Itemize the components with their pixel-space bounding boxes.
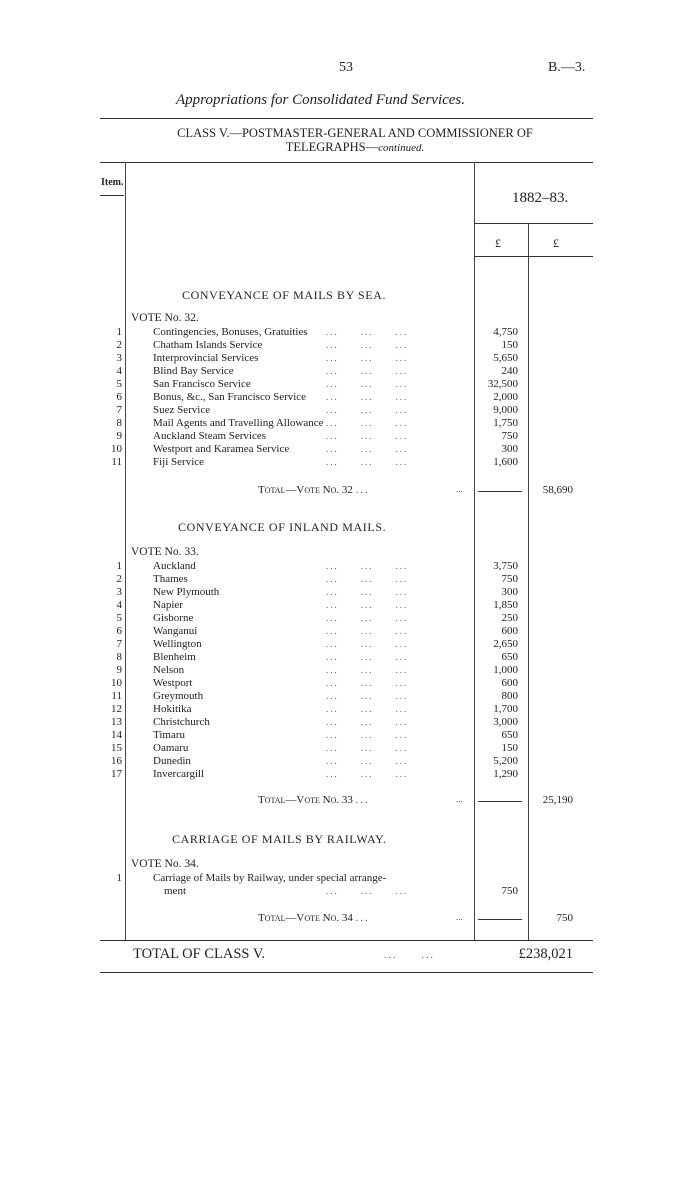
item-description: Mail Agents and Travelling Allowance [153, 417, 324, 429]
item-amount: 600 [501, 625, 518, 637]
leader-dots: ... ... ... [326, 626, 409, 636]
item-amount: 1,700 [493, 703, 518, 715]
item-description: Nelson [153, 664, 185, 676]
grand-total-dots: ... ... [384, 950, 435, 961]
item-description: Blind Bay Service [153, 365, 234, 377]
item-description: Suez Service [153, 404, 211, 416]
item-description: Chatham Islands Service [153, 339, 263, 351]
item-number: 3 [116, 586, 122, 598]
table-top-rule [100, 162, 593, 163]
leader-dots: ... ... ... [326, 587, 409, 597]
page-number: 53 [339, 60, 353, 75]
vote-34-total-label: Total—Vote No. 34 ... [258, 912, 370, 924]
line-item [0, 560, 700, 573]
line-item [0, 703, 700, 716]
grand-total-bottom-rule [100, 972, 593, 973]
leader-dots: ... ... ... [326, 340, 409, 350]
leader-dots: ... ... ... [326, 652, 409, 662]
item-amount: 650 [501, 729, 518, 741]
item-amount: 800 [501, 690, 518, 702]
leader-dots: ... ... ... [326, 704, 409, 714]
vote-34-item [0, 872, 700, 885]
item-amount: 150 [501, 742, 518, 754]
vote-33-dots: ... [456, 794, 463, 804]
leader-dots: ... ... ... [326, 418, 409, 428]
line-item [0, 339, 700, 352]
continued-label: continued. [378, 142, 425, 154]
line-item [0, 391, 700, 404]
line-item [0, 612, 700, 625]
item-amount: 2,650 [493, 638, 518, 650]
leader-dots: ... ... ... [326, 678, 409, 688]
item-number: 6 [116, 625, 122, 637]
item-description: Wanganui [153, 625, 198, 637]
item-number: 12 [111, 703, 122, 715]
item-description: Bonus, &c., San Francisco Service [153, 391, 307, 403]
item-number: 2 [116, 573, 122, 585]
item-number: 6 [116, 391, 122, 403]
item-amount: 5,650 [493, 352, 518, 364]
vote-33-total-rule [478, 801, 522, 802]
leader-dots: ... ... ... [326, 769, 409, 779]
item-number: 14 [111, 729, 122, 741]
leader-dots: ... ... ... [326, 730, 409, 740]
line-item [0, 352, 700, 365]
line-item [0, 677, 700, 690]
item-amount: 9,000 [493, 404, 518, 416]
leader-dots: ... ... ... [326, 574, 409, 584]
year-rule [474, 223, 593, 224]
item-description: Blenheim [153, 651, 196, 663]
item-amount: 2,000 [493, 391, 518, 403]
line-item [0, 378, 700, 391]
item-number: 11 [111, 690, 122, 702]
leader-dots: ... ... ... [326, 392, 409, 402]
leader-dots: ... ... ... [326, 444, 409, 454]
item-number: 1 [116, 560, 122, 572]
leader-dots: ... ... ... [326, 691, 409, 701]
item-amount: 1,290 [493, 768, 518, 780]
item-description: Hokitika [153, 703, 192, 715]
item-number: 9 [116, 430, 122, 442]
line-item [0, 638, 700, 651]
item-number: 8 [116, 417, 122, 429]
item-description: Fiji Service [153, 456, 205, 468]
line-item [0, 729, 700, 742]
vote-32-label: VOTE No. 32. [131, 312, 199, 324]
leader-dots: ... ... ... [326, 717, 409, 727]
item-description-cont: ment [164, 885, 186, 897]
item-description: Interprovincial Services [153, 352, 259, 364]
line-item [0, 599, 700, 612]
item-description: Napier [153, 599, 183, 611]
line-item [0, 625, 700, 638]
line-item [0, 690, 700, 703]
vote-33-label: VOTE No. 33. [131, 546, 199, 558]
leader-dots: ... ... ... [326, 639, 409, 649]
vote-34-dots: ... [456, 912, 463, 922]
vote-34-total-rule [478, 919, 522, 920]
year-header: 1882–83. [512, 190, 569, 206]
vote-33-total-label: Total—Vote No. 33 ... [258, 794, 370, 806]
item-description: Carriage of Mails by Railway, under special arrange- [153, 872, 387, 884]
item-number: 15 [111, 742, 122, 754]
item-amount: 1,000 [493, 664, 518, 676]
line-item [0, 573, 700, 586]
item-number: 4 [116, 365, 122, 377]
item-number: 10 [111, 677, 122, 689]
item-number: 1 [116, 872, 122, 884]
item-amount: 750 [501, 573, 518, 585]
item-description: Auckland Steam Services [153, 430, 267, 442]
class-heading [135, 126, 575, 155]
grand-total-amount: £238,021 [518, 946, 573, 962]
item-amount: 650 [501, 651, 518, 663]
line-item [0, 456, 700, 469]
item-number: 5 [116, 612, 122, 624]
item-number: 10 [111, 443, 122, 455]
item-description: San Francisco Service [153, 378, 251, 390]
item-description: Gisborne [153, 612, 194, 624]
leader-dots: ... ... ... [326, 665, 409, 675]
vote-32-total-text: Total—Vote No. 32 [258, 484, 353, 496]
leader-dots: ... ... ... [326, 600, 409, 610]
vote-32-total-label: Total—Vote No. 32 ... [258, 484, 370, 496]
item-description: Wellington [153, 638, 202, 650]
item-amount: 5,200 [493, 755, 518, 767]
item-description: Oamaru [153, 742, 189, 754]
item-header-rule [100, 195, 124, 196]
item-amount: 3,000 [493, 716, 518, 728]
leader-dots: ... ... ... [326, 613, 409, 623]
vote-32-total-rule [478, 491, 522, 492]
leader-dots: ... ... ... [326, 379, 409, 389]
item-number: 13 [111, 716, 122, 728]
item-number: 1 [116, 326, 122, 338]
item-description: Timaru [153, 729, 185, 741]
item-amount: 32,500 [487, 378, 518, 390]
vote-34-item-cont [0, 885, 700, 898]
item-amount: 750 [501, 430, 518, 442]
class-heading-line2-text: TELEGRAPHS— [285, 140, 379, 154]
vote-32-total: 58,690 [542, 484, 573, 496]
item-amount: 3,750 [493, 560, 518, 572]
item-number: 4 [116, 599, 122, 611]
item-amount: 4,750 [493, 326, 518, 338]
line-item [0, 586, 700, 599]
item-amount: 600 [501, 677, 518, 689]
line-item [0, 443, 700, 456]
vote-33-total-text: Total—Vote No. 33 [258, 794, 353, 806]
leader-dots: ... ... ... [326, 327, 409, 337]
item-description: Christchurch [153, 716, 210, 728]
line-item [0, 768, 700, 781]
item-description: Dunedin [153, 755, 191, 767]
item-number: 7 [116, 638, 122, 650]
grand-total-label: TOTAL OF CLASS V. [133, 946, 266, 962]
class-heading-line1: CLASS V.—POSTMASTER-GENERAL AND COMMISSIONER OF [177, 126, 533, 140]
item-number: 11 [111, 456, 122, 468]
currency-rule [474, 256, 593, 257]
item-description: Contingencies, Bonuses, Gratuities [153, 326, 308, 338]
line-item [0, 417, 700, 430]
top-rule [100, 118, 593, 119]
item-number: 2 [116, 339, 122, 351]
item-amount: 1,850 [493, 599, 518, 611]
vote-34-total: 750 [556, 912, 573, 924]
line-item [0, 404, 700, 417]
item-number: 7 [116, 404, 122, 416]
item-amount: 750 [501, 885, 518, 897]
item-description: Westport [153, 677, 193, 689]
grand-total-top-rule [100, 940, 593, 941]
page-title: Appropriations for Consolidated Fund Services. [176, 92, 466, 108]
line-item [0, 430, 700, 443]
item-number: 9 [116, 664, 122, 676]
item-amount: 300 [501, 586, 518, 598]
vote-32-dots: ... [456, 484, 463, 494]
section-heading-railway: CARRIAGE OF MAILS BY RAILWAY. [172, 832, 387, 846]
vote-33-total: 25,190 [542, 794, 573, 806]
item-amount: 250 [501, 612, 518, 624]
line-item [0, 664, 700, 677]
item-amount: 240 [501, 365, 518, 377]
line-item [0, 365, 700, 378]
leader-dots: ... ... ... [326, 743, 409, 753]
line-item [0, 651, 700, 664]
amount-column-divider [474, 162, 475, 940]
item-number: 3 [116, 352, 122, 364]
item-description: Auckland [153, 560, 196, 572]
item-amount: 1,750 [493, 417, 518, 429]
leader-dots: ... ... ... [326, 886, 409, 896]
item-number: 17 [111, 768, 122, 780]
currency-symbol-2: £ [553, 236, 559, 250]
item-description: Westport and Karamea Service [153, 443, 290, 455]
section-heading-sea: CONVEYANCE OF MAILS BY SEA. [182, 288, 387, 302]
item-number: 5 [116, 378, 122, 390]
item-amount: 150 [501, 339, 518, 351]
line-item [0, 755, 700, 768]
vote-34-total-text: Total—Vote No. 34 [258, 912, 353, 924]
leader-dots: ... ... ... [326, 366, 409, 376]
leader-dots: ... ... ... [326, 431, 409, 441]
item-description: New Plymouth [153, 586, 220, 598]
item-number: 8 [116, 651, 122, 663]
item-number: 16 [111, 755, 122, 767]
section-heading-inland: CONVEYANCE OF INLAND MAILS. [178, 520, 387, 534]
leader-dots: ... ... ... [326, 561, 409, 571]
item-column-header: Item. [101, 177, 124, 188]
item-amount: 1,600 [493, 456, 518, 468]
currency-symbol-1: £ [495, 236, 501, 250]
leader-dots: ... ... ... [326, 457, 409, 467]
item-amount: 300 [501, 443, 518, 455]
item-description: Thames [153, 573, 188, 585]
line-item [0, 716, 700, 729]
item-description: Greymouth [153, 690, 204, 702]
leader-dots: ... ... ... [326, 353, 409, 363]
class-heading-line2 [135, 140, 575, 155]
line-item [0, 326, 700, 339]
leader-dots: ... ... ... [326, 756, 409, 766]
leader-dots: ... ... ... [326, 405, 409, 415]
document-reference: B.—3. [548, 60, 586, 75]
item-column-divider [125, 162, 126, 940]
line-item [0, 742, 700, 755]
vote-34-label: VOTE No. 34. [131, 858, 199, 870]
item-description: Invercargill [153, 768, 205, 780]
